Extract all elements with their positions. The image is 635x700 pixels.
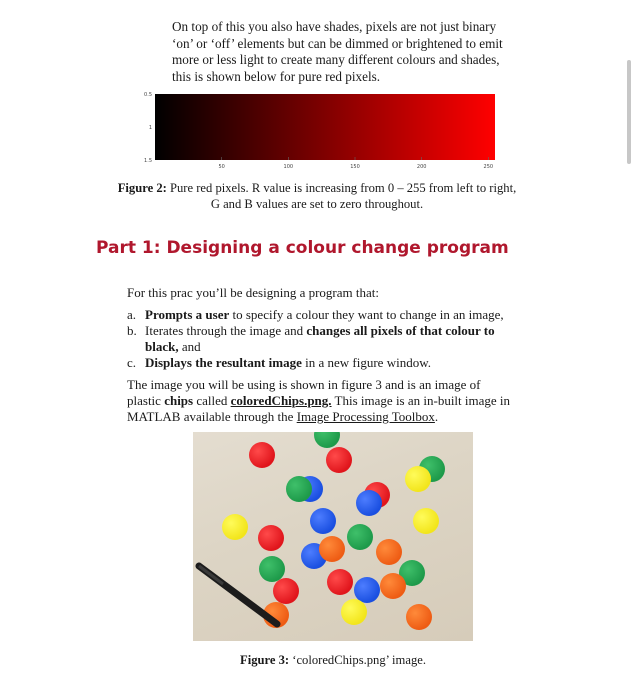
colored-chips-link[interactable]: coloredChips.png.	[230, 393, 332, 408]
yellow-chip	[405, 466, 431, 492]
orange-chip	[319, 536, 345, 562]
figure-2-line2: G and B values are set to zero throughout.	[210, 197, 424, 211]
blue-chip	[356, 490, 382, 516]
list-marker: a.	[127, 307, 137, 322]
list-bold: changes all pixels of that colour to	[306, 323, 495, 338]
x-tick-label: 150	[350, 164, 360, 170]
y-tick-label: 1.5	[144, 158, 152, 164]
prac-intro: For this prac you’ll be designing a program that:	[127, 285, 380, 300]
para-text: called	[193, 393, 231, 408]
para-line: The image you will be using is shown in figure 3 and is an image of	[127, 377, 481, 392]
list-text: to specify a colour they want to change in an image,	[229, 307, 504, 322]
para-text: This image is an in-built image in	[331, 393, 511, 408]
green-chip	[286, 476, 312, 502]
orange-chip	[380, 573, 406, 599]
para-text: .	[434, 409, 439, 424]
blue-chip	[310, 508, 336, 534]
orange-chip	[376, 539, 402, 565]
red-gradient-chart	[138, 88, 498, 174]
image-processing-toolbox-link[interactable]: Image Processing Toolbox	[296, 409, 435, 424]
list-item	[127, 307, 557, 323]
para-text: plastic	[127, 393, 165, 408]
gradient-bar	[155, 94, 495, 160]
figure-2-line1: Pure red pixels. R value is increasing from 0 – 255 from left to right,	[169, 181, 517, 195]
list-marker: c.	[127, 355, 137, 370]
list-bold: Prompts a user	[145, 307, 230, 322]
intro-paragraph	[172, 19, 552, 85]
para-bold: chips	[164, 393, 194, 408]
red-chip	[249, 442, 275, 468]
figure-2-caption	[80, 180, 554, 212]
yellow-chip	[413, 508, 439, 534]
x-tick-label: 50	[218, 164, 225, 170]
list-text: Iterates through the image and	[145, 323, 307, 338]
red-chip	[327, 569, 353, 595]
red-chip	[326, 447, 352, 473]
figure-3-label: Figure 3:	[240, 653, 290, 667]
x-tick-label: 250	[483, 164, 494, 170]
figure-2-label: Figure 2:	[117, 181, 167, 195]
list-marker: b.	[127, 323, 137, 338]
green-chip	[314, 432, 340, 448]
colored-chips-photo	[193, 432, 473, 641]
requirements-list	[127, 307, 557, 371]
list-bold: black,	[145, 339, 179, 354]
figure-3-text: ‘coloredChips.png’ image.	[289, 653, 426, 667]
list-bold: Displays the resultant image	[145, 355, 302, 370]
list-item	[127, 355, 557, 371]
pen	[193, 552, 293, 641]
intro-line: this is shown below for pure red pixels.	[172, 68, 381, 84]
x-tick-label: 100	[283, 164, 294, 170]
green-chip	[347, 524, 373, 550]
red-chip	[258, 525, 284, 551]
orange-chip	[406, 604, 432, 630]
intro-line: ‘on’ or ‘off’ elements but can be dimmed or brightened to emit	[172, 35, 503, 51]
x-tick-label: 200	[416, 164, 427, 170]
para-text: MATLAB available through the	[127, 409, 297, 424]
intro-line: On top of this you also have shades, pixels are not just binary	[172, 19, 497, 34]
figure-3-caption	[193, 652, 473, 668]
list-item	[127, 323, 557, 355]
y-tick-group	[144, 92, 152, 164]
list-text: in a new figure window.	[301, 355, 431, 370]
yellow-chip	[222, 514, 248, 540]
intro-line: more or less light to create many different colours and shades,	[172, 52, 500, 68]
scrollbar[interactable]	[627, 60, 631, 164]
image-paragraph	[127, 377, 567, 425]
y-tick-label: 0.5	[144, 92, 152, 98]
yellow-chip	[341, 599, 367, 625]
section-heading: Part 1: Designing a colour change program	[96, 238, 509, 258]
y-tick-label: 1	[148, 125, 152, 131]
list-text: and	[178, 339, 201, 354]
